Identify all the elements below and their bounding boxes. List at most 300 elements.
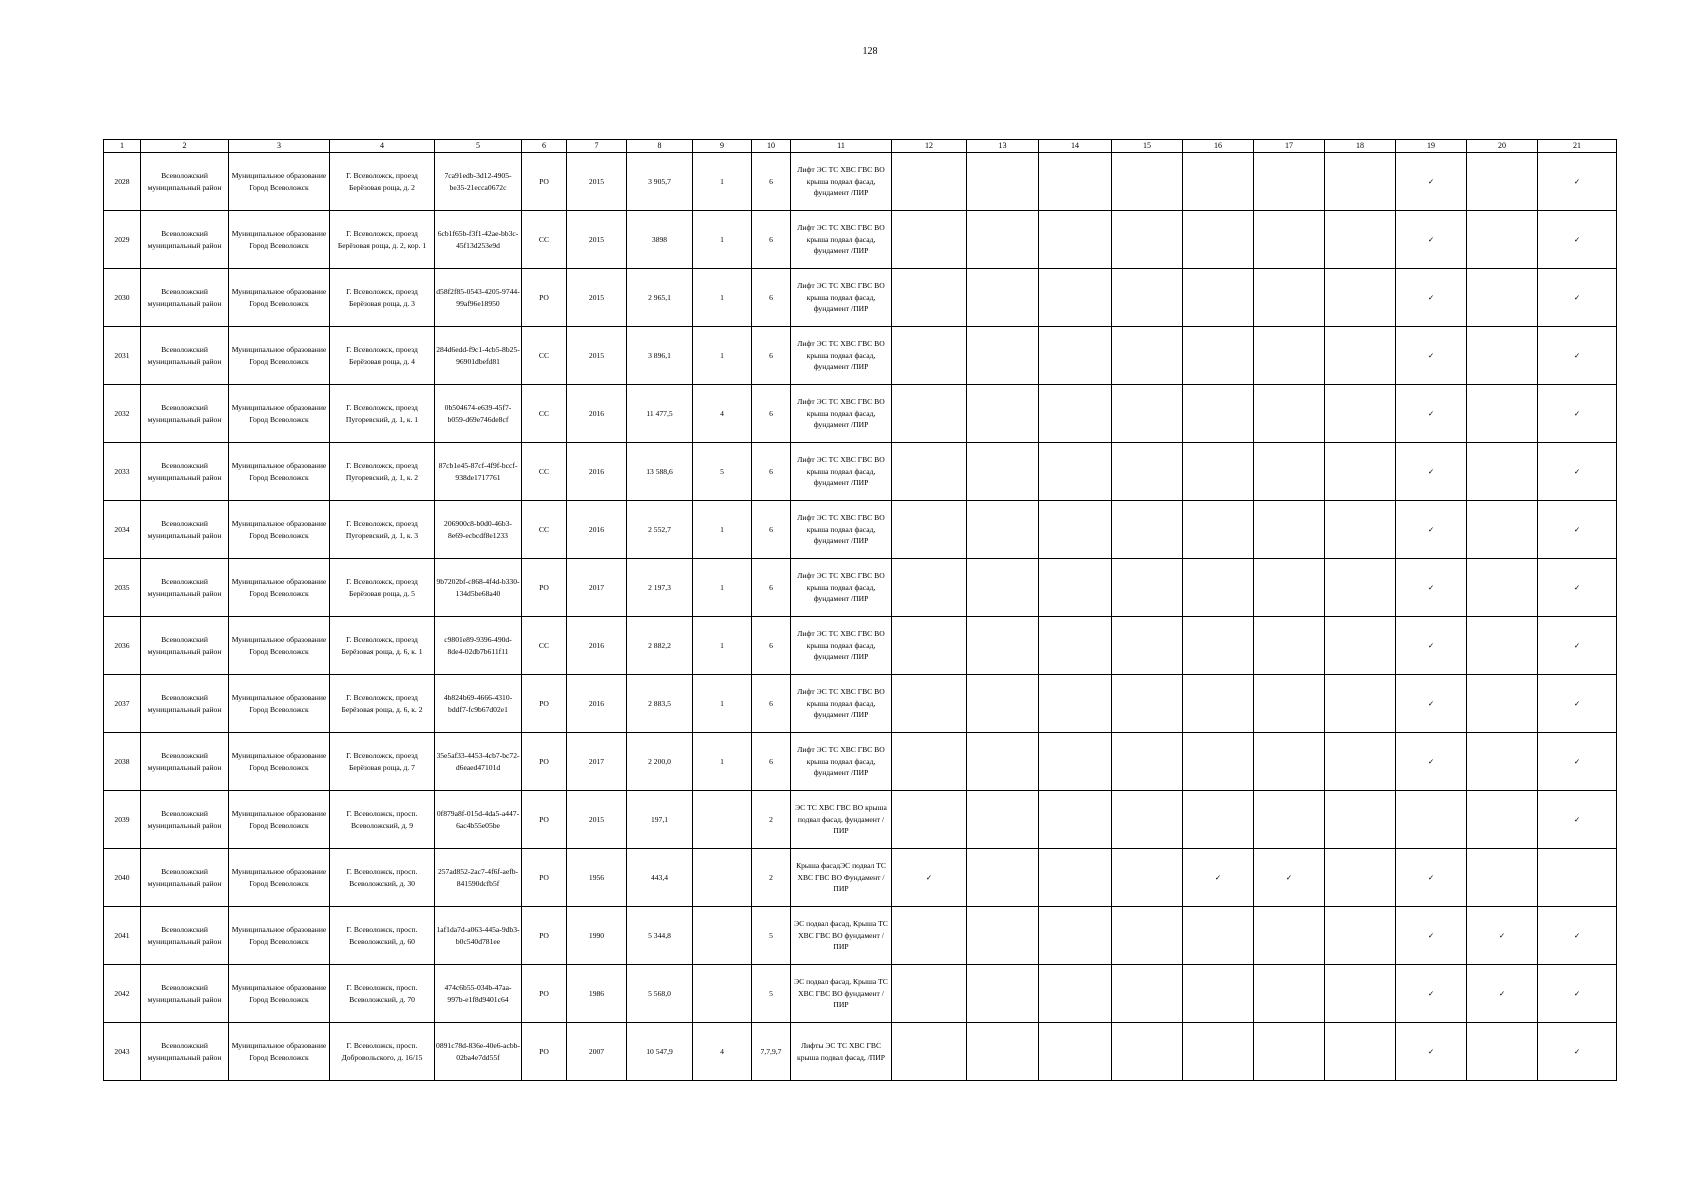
cell-col-2: Всеволожский муниципальный район [141, 153, 229, 211]
cell-col-8: 11 477,5 [627, 385, 693, 443]
empty-cell [967, 791, 1039, 849]
empty-cell [1039, 269, 1112, 327]
cell-col-5: 1af1da7d-a063-445a-9db3-b0c540d781ee [435, 907, 522, 965]
check-mark-cell: ✓ [1396, 327, 1467, 385]
cell-col-10: 6 [752, 559, 791, 617]
table-row [104, 907, 1617, 965]
cell-col-6: РО [522, 269, 567, 327]
cell-col-2: Всеволожский муниципальный район [141, 559, 229, 617]
cell-col-4: Г. Всеволожск, просп. Всеволожский, д. 30 [330, 849, 435, 907]
cell-col-11: ЭС подвал фасад, Крыша ТС ХВС ГВС ВО фундамент /ПИР [791, 907, 892, 965]
empty-cell [1467, 559, 1538, 617]
empty-cell [1183, 385, 1254, 443]
cell-col-6: СС [522, 617, 567, 675]
check-mark-cell: ✓ [1538, 327, 1617, 385]
cell-col-11: Лифт ЭС ТС ХВС ГВС ВО крыша подвал фасад, фундамент /ПИР [791, 211, 892, 269]
cell-col-6: СС [522, 327, 567, 385]
cell-col-9: 1 [693, 269, 752, 327]
cell-col-11: Лифт ЭС ТС ХВС ГВС ВО крыша подвал фасад, фундамент /ПИР [791, 385, 892, 443]
empty-cell [1112, 617, 1183, 675]
check-mark-cell: ✓ [1396, 153, 1467, 211]
empty-cell [1325, 617, 1396, 675]
cell-col-1: 2033 [104, 443, 141, 501]
empty-cell [967, 675, 1039, 733]
cell-col-5: 0b504674-e639-45f7-b059-d69e746de8cf [435, 385, 522, 443]
empty-cell [892, 153, 967, 211]
cell-col-7: 2015 [567, 211, 627, 269]
cell-col-8: 2 883,5 [627, 675, 693, 733]
column-header-4: 4 [330, 140, 435, 153]
cell-col-6: СС [522, 211, 567, 269]
cell-col-9: 1 [693, 675, 752, 733]
table-row [104, 501, 1617, 559]
empty-cell [1112, 153, 1183, 211]
empty-cell [1254, 1023, 1325, 1081]
check-mark-cell: ✓ [1538, 791, 1617, 849]
cell-col-3: Муниципальное образование Город Всеволожск [229, 443, 330, 501]
empty-cell [1325, 327, 1396, 385]
cell-col-8: 3 905,7 [627, 153, 693, 211]
cell-col-3: Муниципальное образование Город Всеволожск [229, 849, 330, 907]
cell-col-5: 7ca91edb-3d12-4905-be35-21ecca0672c [435, 153, 522, 211]
empty-cell [1254, 559, 1325, 617]
empty-cell [967, 559, 1039, 617]
cell-col-9: 1 [693, 617, 752, 675]
check-mark-cell: ✓ [1396, 1023, 1467, 1081]
cell-col-4: Г. Всеволожск, проезд Пугоревский, д. 1, к. 3 [330, 501, 435, 559]
cell-col-3: Муниципальное образование Город Всеволожск [229, 733, 330, 791]
cell-col-5: 206900c8-b0d0-46b3-8e69-ecbcdf8e1233 [435, 501, 522, 559]
cell-col-1: 2040 [104, 849, 141, 907]
cell-col-7: 2016 [567, 675, 627, 733]
cell-col-1: 2034 [104, 501, 141, 559]
table-row [104, 849, 1617, 907]
column-header-21: 21 [1538, 140, 1617, 153]
cell-col-5: 0f879a8f-015d-4da5-a447-6ac4b55e05be [435, 791, 522, 849]
empty-cell [1467, 1023, 1538, 1081]
empty-cell [1467, 501, 1538, 559]
column-header-11: 11 [791, 140, 892, 153]
cell-col-6: РО [522, 153, 567, 211]
empty-cell [1112, 327, 1183, 385]
empty-cell [892, 1023, 967, 1081]
cell-col-5: 257ad852-2ac7-4f6f-aefb-841590dcfb5f [435, 849, 522, 907]
empty-cell [1325, 965, 1396, 1023]
cell-col-3: Муниципальное образование Город Всеволожск [229, 791, 330, 849]
empty-cell [1039, 849, 1112, 907]
column-header-16: 16 [1183, 140, 1254, 153]
column-header-15: 15 [1112, 140, 1183, 153]
cell-col-6: РО [522, 791, 567, 849]
cell-col-2: Всеволожский муниципальный район [141, 501, 229, 559]
check-mark-cell: ✓ [1538, 1023, 1617, 1081]
cell-col-7: 2017 [567, 733, 627, 791]
cell-col-5: 0891c78d-836e-40e6-acbb-02ba4e7dd55f [435, 1023, 522, 1081]
cell-col-4: Г. Всеволожск, проезд Берёзовая роща, д. 2 [330, 153, 435, 211]
cell-col-3: Муниципальное образование Город Всеволожск [229, 385, 330, 443]
cell-col-11: ЭС ТС ХВС ГВС ВО крыша подвал фасад, фундамент /ПИР [791, 791, 892, 849]
cell-col-1: 2030 [104, 269, 141, 327]
empty-cell [1183, 559, 1254, 617]
empty-cell [1396, 791, 1467, 849]
cell-col-7: 2015 [567, 269, 627, 327]
table-row [104, 791, 1617, 849]
cell-col-6: РО [522, 907, 567, 965]
empty-cell [1538, 849, 1617, 907]
cell-col-8: 197,1 [627, 791, 693, 849]
repair-schedule-table [103, 139, 1617, 1081]
cell-col-2: Всеволожский муниципальный район [141, 907, 229, 965]
cell-col-9 [693, 791, 752, 849]
empty-cell [1039, 675, 1112, 733]
cell-col-6: РО [522, 1023, 567, 1081]
empty-cell [967, 849, 1039, 907]
cell-col-5: 474c6b55-034b-47aa-997b-e1f8d9401c64 [435, 965, 522, 1023]
check-mark-cell: ✓ [1396, 617, 1467, 675]
cell-col-8: 13 588,6 [627, 443, 693, 501]
page-number: 128 [862, 46, 878, 57]
empty-cell [1183, 965, 1254, 1023]
check-mark-cell: ✓ [1538, 559, 1617, 617]
cell-col-2: Всеволожский муниципальный район [141, 443, 229, 501]
column-header-10: 10 [752, 140, 791, 153]
cell-col-7: 2017 [567, 559, 627, 617]
empty-cell [967, 211, 1039, 269]
empty-cell [1183, 1023, 1254, 1081]
cell-col-10: 6 [752, 153, 791, 211]
cell-col-10: 5 [752, 907, 791, 965]
empty-cell [1112, 675, 1183, 733]
empty-cell [892, 501, 967, 559]
table-row [104, 617, 1617, 675]
cell-col-10: 5 [752, 965, 791, 1023]
cell-col-2: Всеволожский муниципальный район [141, 327, 229, 385]
empty-cell [967, 327, 1039, 385]
empty-cell [1325, 153, 1396, 211]
cell-col-6: СС [522, 501, 567, 559]
cell-col-4: Г. Всеволожск, проезд Берёзовая роща, д. 3 [330, 269, 435, 327]
cell-col-3: Муниципальное образование Город Всеволожск [229, 1023, 330, 1081]
cell-col-1: 2038 [104, 733, 141, 791]
empty-cell [967, 617, 1039, 675]
check-mark-cell: ✓ [1396, 269, 1467, 327]
column-number-header [104, 140, 1617, 153]
empty-cell [1467, 791, 1538, 849]
cell-col-1: 2043 [104, 1023, 141, 1081]
check-mark-cell: ✓ [1538, 501, 1617, 559]
cell-col-2: Всеволожский муниципальный район [141, 733, 229, 791]
empty-cell [1467, 443, 1538, 501]
empty-cell [1112, 211, 1183, 269]
cell-col-1: 2029 [104, 211, 141, 269]
empty-cell [1112, 385, 1183, 443]
empty-cell [1467, 211, 1538, 269]
empty-cell [1254, 211, 1325, 269]
check-mark-cell: ✓ [1538, 733, 1617, 791]
cell-col-8: 5 344,8 [627, 907, 693, 965]
cell-col-7: 2016 [567, 617, 627, 675]
cell-col-4: Г. Всеволожск, проезд Берёзовая роща, д. 7 [330, 733, 435, 791]
cell-col-8: 2 965,1 [627, 269, 693, 327]
cell-col-8: 2 552,7 [627, 501, 693, 559]
empty-cell [1325, 1023, 1396, 1081]
cell-col-8: 2 197,3 [627, 559, 693, 617]
cell-col-9 [693, 907, 752, 965]
cell-col-10: 6 [752, 385, 791, 443]
cell-col-3: Муниципальное образование Город Всеволожск [229, 617, 330, 675]
cell-col-10: 2 [752, 849, 791, 907]
empty-cell [1039, 965, 1112, 1023]
check-mark-cell: ✓ [1396, 849, 1467, 907]
cell-col-3: Муниципальное образование Город Всеволожск [229, 675, 330, 733]
cell-col-6: РО [522, 849, 567, 907]
check-mark-cell: ✓ [1396, 501, 1467, 559]
cell-col-4: Г. Всеволожск, просп. Добровольского, д. 16/15 [330, 1023, 435, 1081]
table-row [104, 327, 1617, 385]
empty-cell [1112, 501, 1183, 559]
cell-col-6: РО [522, 559, 567, 617]
empty-cell [1467, 327, 1538, 385]
cell-col-4: Г. Всеволожск, проезд Берёзовая роща, д. 4 [330, 327, 435, 385]
table-row [104, 443, 1617, 501]
empty-cell [1039, 211, 1112, 269]
cell-col-9: 1 [693, 153, 752, 211]
empty-cell [1254, 385, 1325, 443]
column-header-14: 14 [1039, 140, 1112, 153]
column-header-12: 12 [892, 140, 967, 153]
empty-cell [1039, 791, 1112, 849]
cell-col-9: 1 [693, 733, 752, 791]
column-header-5: 5 [435, 140, 522, 153]
cell-col-2: Всеволожский муниципальный район [141, 1023, 229, 1081]
cell-col-9: 5 [693, 443, 752, 501]
check-mark-cell: ✓ [1396, 965, 1467, 1023]
column-header-18: 18 [1325, 140, 1396, 153]
cell-col-3: Муниципальное образование Город Всеволожск [229, 211, 330, 269]
check-mark-cell: ✓ [1538, 153, 1617, 211]
empty-cell [1254, 617, 1325, 675]
cell-col-1: 2036 [104, 617, 141, 675]
column-header-20: 20 [1467, 140, 1538, 153]
check-mark-cell: ✓ [1396, 675, 1467, 733]
table-row [104, 269, 1617, 327]
empty-cell [1039, 385, 1112, 443]
empty-cell [1183, 443, 1254, 501]
empty-cell [1183, 675, 1254, 733]
cell-col-9: 4 [693, 385, 752, 443]
cell-col-8: 443,4 [627, 849, 693, 907]
cell-col-10: 6 [752, 733, 791, 791]
check-mark-cell: ✓ [1538, 443, 1617, 501]
empty-cell [1183, 617, 1254, 675]
empty-cell [1325, 269, 1396, 327]
cell-col-5: d58f2f85-0543-4205-9744-99af96e18950 [435, 269, 522, 327]
empty-cell [1039, 907, 1112, 965]
cell-col-9 [693, 849, 752, 907]
empty-cell [892, 907, 967, 965]
empty-cell [1183, 791, 1254, 849]
cell-col-6: РО [522, 965, 567, 1023]
check-mark-cell: ✓ [1467, 965, 1538, 1023]
empty-cell [1325, 385, 1396, 443]
empty-cell [1325, 559, 1396, 617]
cell-col-6: СС [522, 443, 567, 501]
check-mark-cell: ✓ [1396, 733, 1467, 791]
table-row [104, 385, 1617, 443]
cell-col-7: 2015 [567, 791, 627, 849]
empty-cell [967, 733, 1039, 791]
check-mark-cell: ✓ [1396, 907, 1467, 965]
empty-cell [1325, 733, 1396, 791]
empty-cell [1325, 675, 1396, 733]
cell-col-5: 9b7202bf-c868-4f4d-b330-134d5be68a40 [435, 559, 522, 617]
cell-col-7: 1990 [567, 907, 627, 965]
empty-cell [1183, 211, 1254, 269]
cell-col-11: Лифт ЭС ТС ХВС ГВС ВО крыша подвал фасад, фундамент /ПИР [791, 675, 892, 733]
cell-col-11: Лифт ЭС ТС ХВС ГВС ВО крыша подвал фасад, фундамент /ПИР [791, 443, 892, 501]
cell-col-11: Лифты ЭС ТС ХВС ГВС крыша подвал фасад, /ПИР [791, 1023, 892, 1081]
empty-cell [1183, 907, 1254, 965]
cell-col-4: Г. Всеволожск, проезд Берёзовая роща, д. 2, кор. 1 [330, 211, 435, 269]
table-body [104, 153, 1617, 1081]
cell-col-7: 2016 [567, 443, 627, 501]
check-mark-cell: ✓ [1467, 907, 1538, 965]
cell-col-1: 2032 [104, 385, 141, 443]
cell-col-2: Всеволожский муниципальный район [141, 791, 229, 849]
check-mark-cell: ✓ [1538, 675, 1617, 733]
empty-cell [967, 1023, 1039, 1081]
column-header-19: 19 [1396, 140, 1467, 153]
cell-col-4: Г. Всеволожск, проезд Берёзовая роща, д. 6, к. 1 [330, 617, 435, 675]
column-header-2: 2 [141, 140, 229, 153]
empty-cell [1254, 269, 1325, 327]
cell-col-2: Всеволожский муниципальный район [141, 617, 229, 675]
cell-col-9 [693, 965, 752, 1023]
empty-cell [1183, 327, 1254, 385]
cell-col-6: СС [522, 385, 567, 443]
empty-cell [1183, 501, 1254, 559]
empty-cell [892, 617, 967, 675]
empty-cell [1467, 617, 1538, 675]
cell-col-8: 3 896,1 [627, 327, 693, 385]
empty-cell [1325, 791, 1396, 849]
column-header-6: 6 [522, 140, 567, 153]
cell-col-8: 10 547,9 [627, 1023, 693, 1081]
empty-cell [1467, 269, 1538, 327]
cell-col-2: Всеволожский муниципальный район [141, 211, 229, 269]
cell-col-2: Всеволожский муниципальный район [141, 269, 229, 327]
cell-col-6: РО [522, 733, 567, 791]
empty-cell [1254, 791, 1325, 849]
empty-cell [1254, 675, 1325, 733]
cell-col-9: 4 [693, 1023, 752, 1081]
empty-cell [967, 269, 1039, 327]
cell-col-1: 2041 [104, 907, 141, 965]
cell-col-5: 284d6edd-f9c1-4cb5-8b25-96901dbefd81 [435, 327, 522, 385]
cell-col-3: Муниципальное образование Город Всеволожск [229, 269, 330, 327]
cell-col-4: Г. Всеволожск, проезд Берёзовая роща, д. 6, к. 2 [330, 675, 435, 733]
empty-cell [1112, 1023, 1183, 1081]
empty-cell [1467, 675, 1538, 733]
cell-col-7: 2007 [567, 1023, 627, 1081]
cell-col-10: 6 [752, 443, 791, 501]
cell-col-1: 2028 [104, 153, 141, 211]
check-mark-cell: ✓ [1254, 849, 1325, 907]
empty-cell [1039, 501, 1112, 559]
table-row [104, 211, 1617, 269]
cell-col-11: Лифт ЭС ТС ХВС ГВС ВО крыша подвал фасад, фундамент /ПИР [791, 733, 892, 791]
cell-col-7: 2016 [567, 501, 627, 559]
check-mark-cell: ✓ [1183, 849, 1254, 907]
check-mark-cell: ✓ [1538, 907, 1617, 965]
cell-col-1: 2037 [104, 675, 141, 733]
cell-col-2: Всеволожский муниципальный район [141, 385, 229, 443]
empty-cell [892, 733, 967, 791]
cell-col-8: 5 568,0 [627, 965, 693, 1023]
empty-cell [1325, 443, 1396, 501]
empty-cell [1325, 849, 1396, 907]
empty-cell [1112, 907, 1183, 965]
cell-col-10: 6 [752, 269, 791, 327]
empty-cell [1039, 327, 1112, 385]
check-mark-cell: ✓ [1538, 269, 1617, 327]
empty-cell [892, 791, 967, 849]
empty-cell [892, 327, 967, 385]
check-mark-cell: ✓ [1396, 211, 1467, 269]
column-header-7: 7 [567, 140, 627, 153]
cell-col-11: Лифт ЭС ТС ХВС ГВС ВО крыша подвал фасад, фундамент /ПИР [791, 501, 892, 559]
cell-col-1: 2042 [104, 965, 141, 1023]
table-row [104, 559, 1617, 617]
empty-cell [1039, 443, 1112, 501]
cell-col-5: 35e5af33-4453-4cb7-bc72-d6eaed47101d [435, 733, 522, 791]
cell-col-3: Муниципальное образование Город Всеволожск [229, 153, 330, 211]
empty-cell [1039, 733, 1112, 791]
cell-col-11: Лифт ЭС ТС ХВС ГВС ВО крыша подвал фасад, фундамент /ПИР [791, 269, 892, 327]
empty-cell [1112, 791, 1183, 849]
table-row [104, 1023, 1617, 1081]
empty-cell [967, 153, 1039, 211]
empty-cell [1325, 501, 1396, 559]
empty-cell [1183, 269, 1254, 327]
cell-col-7: 1956 [567, 849, 627, 907]
table-row [104, 153, 1617, 211]
cell-col-7: 2016 [567, 385, 627, 443]
empty-cell [1467, 385, 1538, 443]
empty-cell [1325, 907, 1396, 965]
check-mark-cell: ✓ [1396, 443, 1467, 501]
cell-col-11: Лифт ЭС ТС ХВС ГВС ВО крыша подвал фасад, фундамент /ПИР [791, 617, 892, 675]
empty-cell [892, 559, 967, 617]
cell-col-3: Муниципальное образование Город Всеволожск [229, 559, 330, 617]
cell-col-7: 2015 [567, 327, 627, 385]
empty-cell [1039, 617, 1112, 675]
empty-cell [1254, 443, 1325, 501]
empty-cell [967, 907, 1039, 965]
empty-cell [1254, 733, 1325, 791]
cell-col-11: Лифт ЭС ТС ХВС ГВС ВО крыша подвал фасад, фундамент /ПИР [791, 327, 892, 385]
empty-cell [967, 385, 1039, 443]
cell-col-4: Г. Всеволожск, просп. Всеволожский, д. 70 [330, 965, 435, 1023]
cell-col-2: Всеволожский муниципальный район [141, 849, 229, 907]
cell-col-8: 2 200,0 [627, 733, 693, 791]
empty-cell [1112, 965, 1183, 1023]
empty-cell [1112, 443, 1183, 501]
cell-col-9: 1 [693, 211, 752, 269]
cell-col-5: 87cb1e45-87cf-4f9f-bccf-938de1717761 [435, 443, 522, 501]
empty-cell [1254, 501, 1325, 559]
cell-col-4: Г. Всеволожск, проезд Пугоревский, д. 1, к. 2 [330, 443, 435, 501]
